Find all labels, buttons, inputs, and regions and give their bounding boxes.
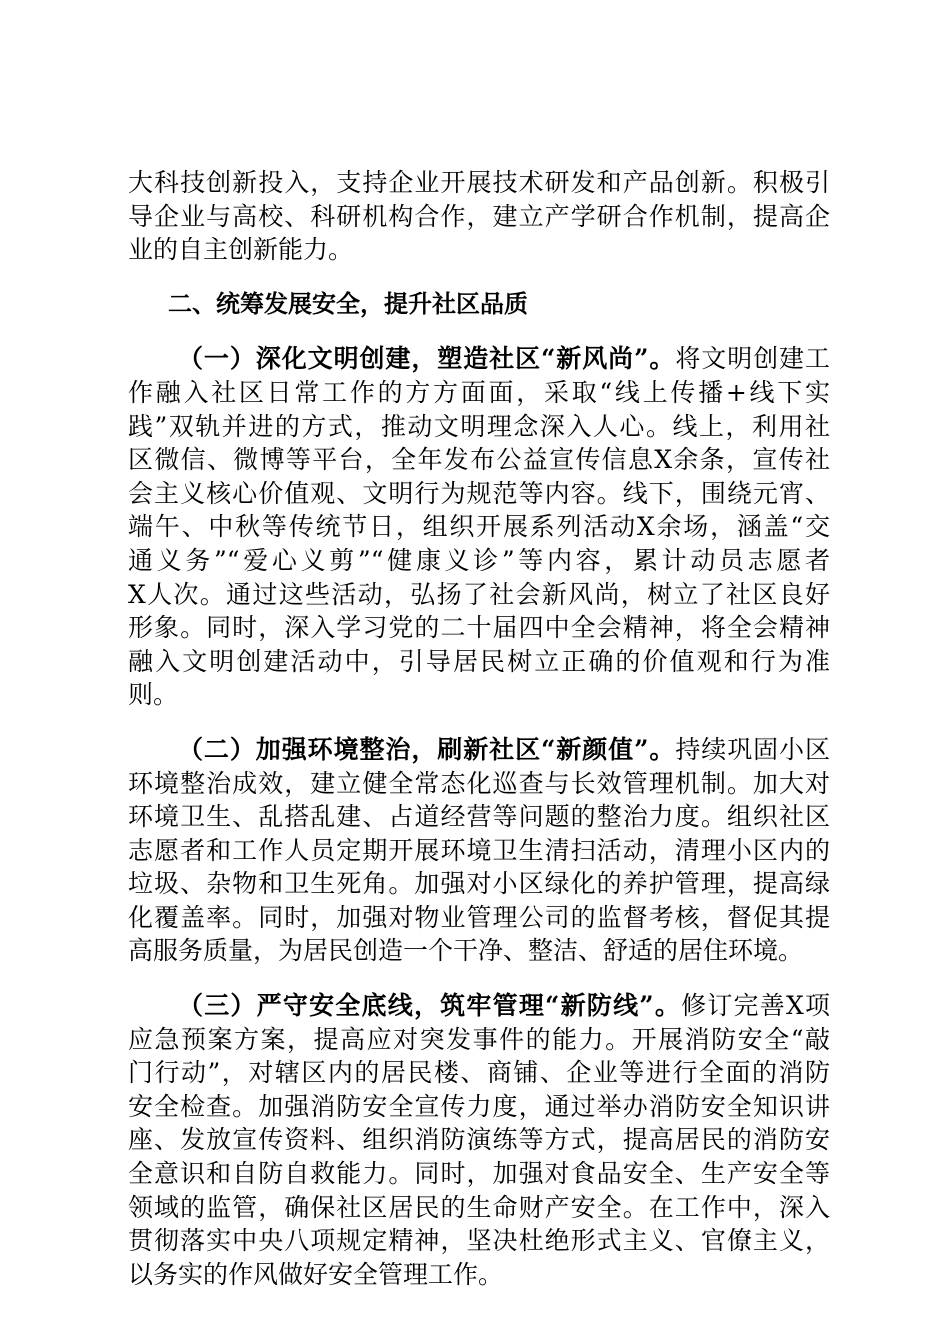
item-1-line: 区微信、微博等平台，全年发布公益宣传信息X余条，宣传社 [128,445,830,475]
item-1-lead: （一）深化文明创建，塑造社区“新风尚”。 [178,344,676,374]
item-1-line: X人次。通过这些活动，弘扬了社会新风尚，树立了社区良好 [128,579,830,609]
item-2-first-line [128,733,830,767]
item-3-line: 门行动”，对辖区内的居民楼、商铺、企业等进行全面的消防 [128,1058,830,1088]
item-2-line: 环境整治成效，建立健全常态化巡查与长效管理机制。加大对 [128,768,830,798]
item-1-line: 通义务”“爱心义剪”“健康义诊”等内容，累计动员志愿者 [128,545,830,575]
item-1-first-line-rest: 将文明创建工 [675,344,830,374]
intro-line: 导企业与高校、科研机构合作，建立产学研合作机制，提高企 [128,201,830,231]
item-3-line: 全意识和自防自救能力。同时，加强对食品安全、生产安全等 [128,1159,830,1189]
item-3-lead: （三）严守安全底线，筑牢管理“新防线”。 [178,991,682,1021]
item-3-line: 安全检查。加强消防安全宣传力度，通过举办消防安全知识讲 [128,1091,830,1121]
item-2-first-line-rest: 持续巩固小区 [675,734,830,764]
intro-line: 大科技创新投入，支持企业开展技术研发和产品创新。积极引 [128,168,830,197]
item-3-line: 贯彻落实中央八项规定精神，坚决杜绝形式主义、官僚主义， [128,1226,830,1256]
section-heading: 二、统筹发展安全，提升社区品质 [168,289,528,318]
item-1-line: 端午、中秋等传统节日，组织开展系列活动X余场，涵盖“交 [128,512,830,542]
intro-paragraph [128,166,830,267]
item-1-line: 会主义核心价值观、文明行为规范等内容。线下，围绕元宵、 [128,478,830,508]
item-3-first-line-rest: 修订完善X项 [681,991,830,1021]
paragraph-gap [128,968,830,989]
paragraph-gap [128,712,830,733]
item-3-line: 应急预案方案，提高应对突发事件的能力。开展消防安全“敲 [128,1024,830,1054]
item-3-first-line [128,989,830,1023]
item-1-paragraph [128,342,830,712]
paragraph-gap [128,267,830,288]
item-1-line: 则。 [128,680,179,710]
item-1-first-line [128,342,830,376]
item-3-paragraph [128,989,830,1291]
item-2-lead: （二）加强环境整治，刷新社区“新颜值”。 [178,734,676,764]
item-2-line: 化覆盖率。同时，加强对物业管理公司的监督考核，督促其提 [128,902,830,932]
item-2-paragraph [128,733,830,968]
item-1-line: 践”双轨并进的方式，推动文明理念深入人心。线上，利用社 [128,411,830,441]
item-1-line: 融入文明创建活动中，引导居民树立正确的价值观和行为准 [128,646,830,676]
document-body [128,166,830,1291]
item-2-line: 垃圾、杂物和卫生死角。加强对小区绿化的养护管理，提高绿 [128,869,830,899]
item-3-line: 以务实的作风做好安全管理工作。 [128,1259,504,1289]
item-2-line: 志愿者和工作人员定期开展环境卫生清扫活动，清理小区内的 [128,835,830,865]
paragraph-gap [128,321,830,342]
item-2-line: 环境卫生、乱搭乱建、占道经营等问题的整治力度。组织社区 [128,802,830,832]
item-2-line: 高服务质量，为居民创造一个干净、整洁、舒适的居住环境。 [128,936,804,966]
intro-line: 业的自主创新能力。 [128,235,354,265]
item-1-line: 形象。同时，深入学习党的二十届四中全会精神，将全会精神 [128,613,830,643]
item-1-line: 作融入社区日常工作的方方面面，采取“线上传播+线下实 [128,377,830,407]
item-3-line: 座、发放宣传资料、组织消防演练等方式，提高居民的消防安 [128,1125,830,1155]
item-3-line: 领域的监管，确保社区居民的生命财产安全。在工作中，深入 [128,1192,830,1222]
